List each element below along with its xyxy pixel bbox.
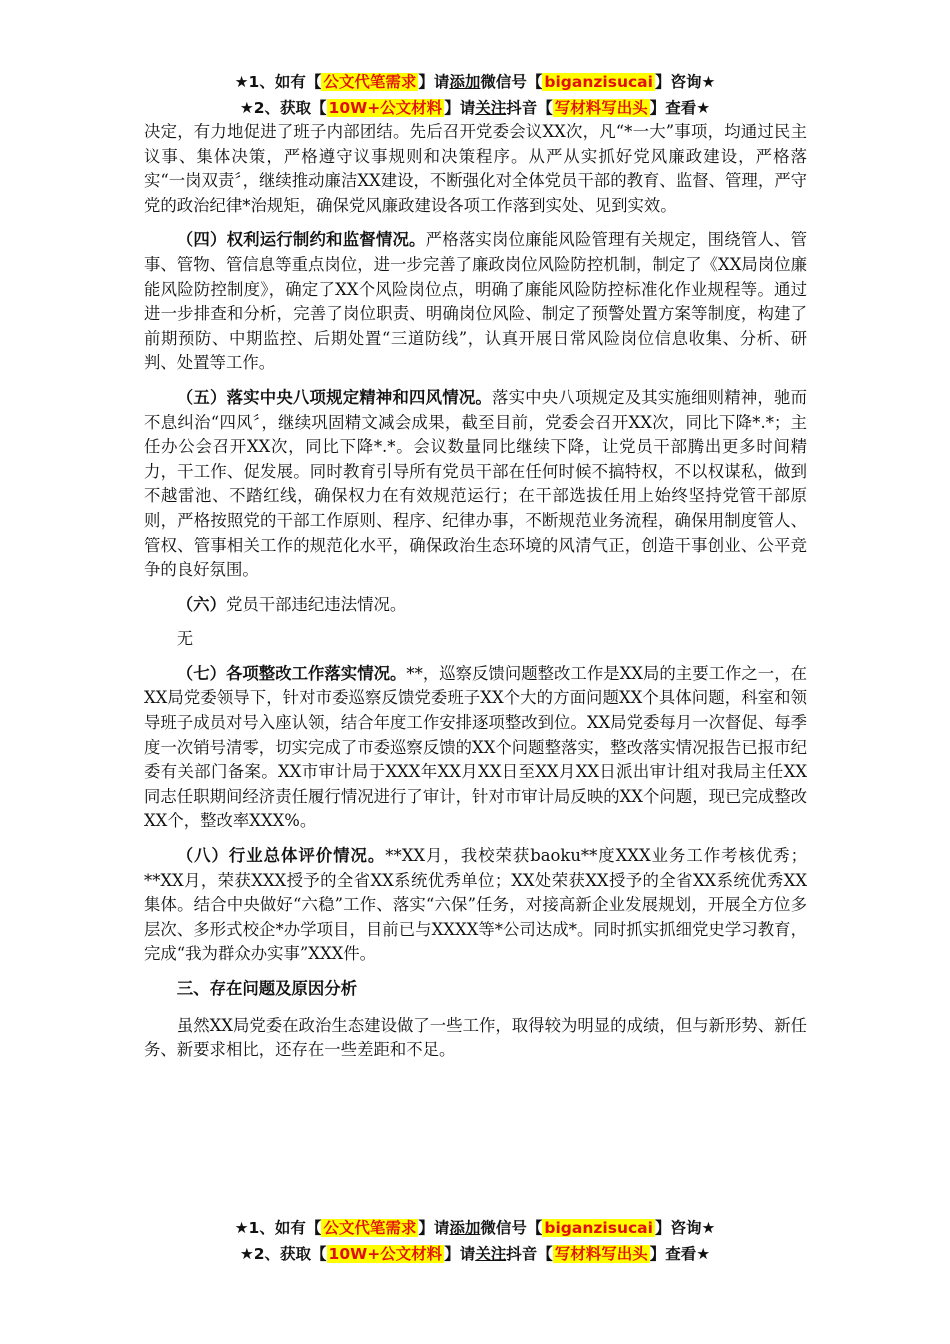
highlight-text: 10W+公文材料 bbox=[328, 1245, 443, 1263]
paragraph-heading: （八）行业总体评价情况。 bbox=[176, 846, 386, 866]
paragraph bbox=[144, 844, 807, 967]
banner-text: ★2、获取【 bbox=[239, 99, 327, 117]
underlined-text: 关注 bbox=[475, 99, 507, 117]
highlight-text: 公文代笔需求 bbox=[323, 1219, 417, 1237]
paragraph-heading: （五）落实中央八项规定精神和四风情况。 bbox=[176, 387, 492, 407]
highlight-text: 写材料写出头 bbox=[554, 99, 648, 117]
banner-text: 抖音【 bbox=[506, 99, 553, 117]
banner-line-2 bbox=[0, 96, 950, 122]
paragraph-heading: （七）各项整改工作落实情况。 bbox=[176, 663, 407, 683]
banner-text: 】请 bbox=[444, 1245, 476, 1263]
document-body bbox=[144, 120, 807, 1073]
highlight-text: biganzisucai bbox=[544, 1219, 653, 1237]
paragraph bbox=[144, 662, 807, 834]
banner-text: ★1、如有【 bbox=[234, 73, 322, 91]
banner-text: ★2、获取【 bbox=[239, 1245, 327, 1263]
banner-text: 抖音【 bbox=[506, 1245, 553, 1263]
paragraph-heading: （四）权利运行制约和监督情况。 bbox=[176, 230, 426, 250]
header-banner bbox=[0, 70, 950, 122]
paragraph-text: **，巡察反馈问题整改工作是XX局的主要工作之一，在XX局党委领导下，针对市委巡察反馈党委班子XX个大的方面问题XX个具体问题，科室和领导班子成员对号入座认领，结合年度工作安排逐项整改到位。XX局党委每月一次督促、每季度一次销号清零，切实完成了市委巡察反馈的XX个问题整落实，整改落实情况报告已报市纪委有关部门备案。XX市审计局于XXX年XX月XX日至XX月XX日派出审计组对我局主任XX同志任职期间经济责任履行情况进行了审计，针对市审计局反映的XX个问题，现已完成整改XX个，整改率XXX%。 bbox=[144, 663, 807, 831]
underlined-text: 添加 bbox=[449, 1219, 481, 1237]
paragraph-text: 严格落实岗位廉能风险管理有关规定，围绕管人、管事、管物、管信息等重点岗位，进一步完善了廉政岗位风险防控机制，制定了《XX局岗位廉能风险防控制度》，确定了XX个风险岗位点，明确了廉能风险防控标准化作业规程等。通过进一步排查和分析，完善了岗位职责、明确岗位风险、制定了预警处置方案等制度，构建了前期预防、中期监控、后期处置“三道防线”，认真开展日常风险岗位信息收集、分析、研判、处置等工作。 bbox=[144, 230, 807, 373]
paragraph: 决定，有力地促进了班子内部团结。先后召开党委会议XX次，凡“*一大”事项，均通过民主议事、集体决策，严格遵守议事规则和决策程序。从严从实抓好党风廉政建设，严格落实“一岗双责〞，继续推动廉洁XX建设，不断强化对全体党员干部的教育、监督、管理，严守党的政治纪律*治规矩，确保党风廉政建设各项工作落到实处、见到实效。 bbox=[144, 122, 807, 215]
paragraph-heading: （六） bbox=[176, 594, 226, 614]
paragraph bbox=[144, 386, 807, 583]
banner-text: 微信号【 bbox=[480, 1219, 543, 1237]
section-heading: 三、存在问题及原因分析 bbox=[176, 979, 358, 998]
banner-text: 】请 bbox=[444, 99, 476, 117]
paragraph bbox=[144, 593, 807, 618]
banner-line-1 bbox=[0, 70, 950, 96]
paragraph-text: **XX月，我校荣获baoku**度XXX业务工作考核优秀；**XX月，荣获XXX授予的全省XX系统优秀单位；XX处荣获XX授予的全省XX系统优秀XX集体。结合中央做好“六稳”工作、落实“六保”任务，对接高新企业发展规划，开展全方位多层次、多形式校企*办学项目，目前已与XXXX等*公司达成*。同时抓实抓细党史学习教育，完成“我为群众办实事”XXX件。 bbox=[144, 846, 808, 964]
banner-text: 】查看★ bbox=[649, 99, 711, 117]
highlight-text: 公文代笔需求 bbox=[323, 73, 417, 91]
paragraph-text: 党员干部违纪违法情况。 bbox=[225, 594, 407, 614]
banner-text: 】咨询★ bbox=[654, 73, 716, 91]
paragraph bbox=[144, 228, 807, 376]
highlight-text: biganzisucai bbox=[544, 73, 653, 91]
banner-text: 微信号【 bbox=[480, 73, 543, 91]
banner-line-2 bbox=[0, 1242, 950, 1268]
footer-banner bbox=[0, 1216, 950, 1268]
paragraph: 虽然XX局党委在政治生态建设做了一些工作，取得较为明显的成绩，但与新形势、新任务、新要求相比，还存在一些差距和不足。 bbox=[144, 1015, 807, 1060]
banner-text: 】请 bbox=[418, 73, 450, 91]
paragraph-text: 落实中央八项规定及其实施细则精神，驰而不息纠治“四风〞，继续巩固精文减会成果，截至目前，党委会召开XX次，同比下降*.*；主任办公会召开XX次，同比下降*.*。会议数量同比继续下降，让党员干部腾出更多时间精力，干工作、促发展。同时教育引导所有党员干部在任何时候不搞特权，不以权谋私，做到不越雷池、不踏红线，确保权力在有效规范运行；在干部选拔任用上始终坚持党管干部原则，严格按照党的干部工作原则、程序、纪律办事，不断规范业务流程，确保用制度管人、管权、管事相关工作的规范化水平，确保政治生态环境的风清气正，创造干事创业、公平竞争的良好氛围。 bbox=[144, 387, 808, 580]
banner-line-1 bbox=[0, 1216, 950, 1242]
banner-text: 】查看★ bbox=[649, 1245, 711, 1263]
underlined-text: 添加 bbox=[449, 73, 481, 91]
highlight-text: 写材料写出头 bbox=[554, 1245, 648, 1263]
banner-text: 】请 bbox=[418, 1219, 450, 1237]
underlined-text: 关注 bbox=[475, 1245, 507, 1263]
highlight-text: 10W+公文材料 bbox=[328, 99, 443, 117]
banner-text: 】咨询★ bbox=[654, 1219, 716, 1237]
banner-text: ★1、如有【 bbox=[234, 1219, 322, 1237]
paragraph: 无 bbox=[176, 629, 194, 649]
